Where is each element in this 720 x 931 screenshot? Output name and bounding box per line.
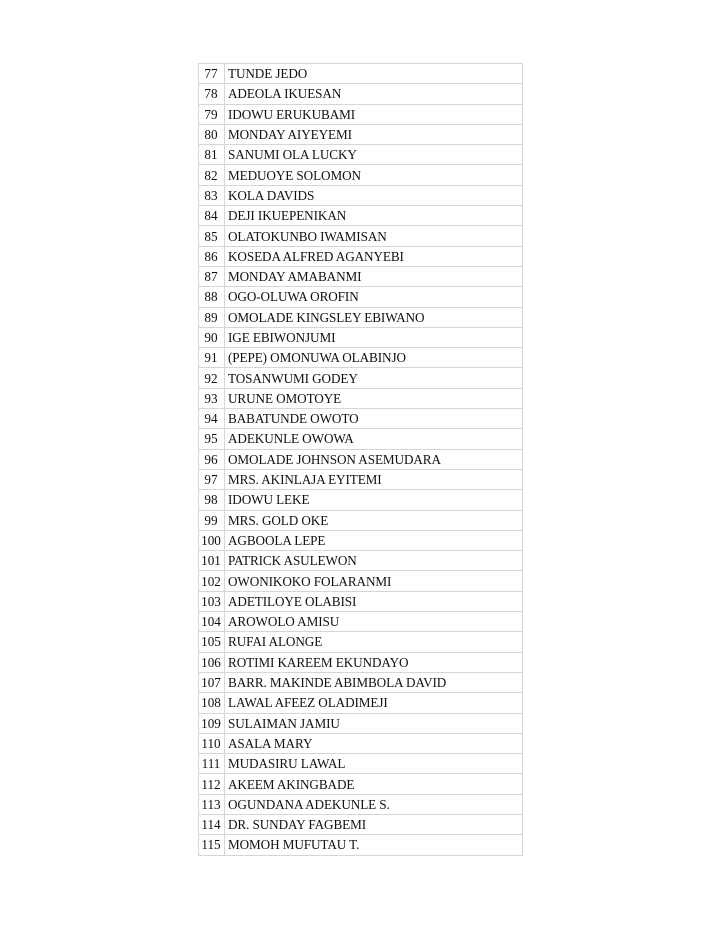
row-number: 103 xyxy=(199,591,225,611)
row-name: OGUNDANA ADEKUNLE S. xyxy=(225,794,523,814)
table-row xyxy=(199,449,523,469)
row-name: MRS. AKINLAJA EYITEMI xyxy=(225,469,523,489)
row-number: 78 xyxy=(199,84,225,104)
table-row xyxy=(199,327,523,347)
row-name: TOSANWUMI GODEY xyxy=(225,368,523,388)
table-row xyxy=(199,64,523,84)
row-number: 91 xyxy=(199,348,225,368)
table-row xyxy=(199,652,523,672)
row-name: SANUMI OLA LUCKY xyxy=(225,145,523,165)
row-number: 80 xyxy=(199,124,225,144)
row-name: MEDUOYE SOLOMON xyxy=(225,165,523,185)
row-name: RUFAI ALONGE xyxy=(225,632,523,652)
table-row xyxy=(199,794,523,814)
row-name: MUDASIRU LAWAL xyxy=(225,754,523,774)
table-row xyxy=(199,145,523,165)
row-number: 86 xyxy=(199,246,225,266)
row-name: OGO-OLUWA OROFIN xyxy=(225,287,523,307)
row-name: AKEEM AKINGBADE xyxy=(225,774,523,794)
row-number: 92 xyxy=(199,368,225,388)
table-row xyxy=(199,246,523,266)
row-name: OMOLADE JOHNSON ASEMUDARA xyxy=(225,449,523,469)
table-row xyxy=(199,388,523,408)
row-number: 101 xyxy=(199,551,225,571)
table-row xyxy=(199,754,523,774)
row-name: KOLA DAVIDS xyxy=(225,185,523,205)
row-number: 96 xyxy=(199,449,225,469)
row-number: 115 xyxy=(199,835,225,855)
row-number: 87 xyxy=(199,266,225,286)
row-number: 88 xyxy=(199,287,225,307)
table-row xyxy=(199,469,523,489)
row-name: ADEOLA IKUESAN xyxy=(225,84,523,104)
row-number: 85 xyxy=(199,226,225,246)
table-row xyxy=(199,84,523,104)
name-list-table xyxy=(198,63,523,856)
row-name: OWONIKOKO FOLARANMI xyxy=(225,571,523,591)
row-number: 99 xyxy=(199,510,225,530)
table-row xyxy=(199,612,523,632)
table-row xyxy=(199,266,523,286)
row-name: IGE EBIWONJUMI xyxy=(225,327,523,347)
table-row xyxy=(199,409,523,429)
table-row xyxy=(199,165,523,185)
row-number: 82 xyxy=(199,165,225,185)
row-number: 113 xyxy=(199,794,225,814)
row-name: DEJI IKUEPENIKAN xyxy=(225,206,523,226)
row-name: MONDAY AMABANMI xyxy=(225,266,523,286)
row-number: 112 xyxy=(199,774,225,794)
table-row xyxy=(199,124,523,144)
row-number: 97 xyxy=(199,469,225,489)
table-row xyxy=(199,733,523,753)
row-name: ROTIMI KAREEM EKUNDAYO xyxy=(225,652,523,672)
row-number: 98 xyxy=(199,490,225,510)
row-name: SULAIMAN JAMIU xyxy=(225,713,523,733)
row-number: 106 xyxy=(199,652,225,672)
row-number: 81 xyxy=(199,145,225,165)
row-name: LAWAL AFEEZ OLADIMEJI xyxy=(225,693,523,713)
table-row xyxy=(199,287,523,307)
row-name: (PEPE) OMONUWA OLABINJO xyxy=(225,348,523,368)
row-name: PATRICK ASULEWON xyxy=(225,551,523,571)
table-row xyxy=(199,693,523,713)
row-name: ADETILOYE OLABISI xyxy=(225,591,523,611)
row-name: OMOLADE KINGSLEY EBIWANO xyxy=(225,307,523,327)
row-number: 111 xyxy=(199,754,225,774)
row-name: BARR. MAKINDE ABIMBOLA DAVID xyxy=(225,672,523,692)
table-row xyxy=(199,206,523,226)
row-name: DR. SUNDAY FAGBEMI xyxy=(225,814,523,834)
row-name: ADEKUNLE OWOWA xyxy=(225,429,523,449)
table-row xyxy=(199,591,523,611)
row-name: MRS. GOLD OKE xyxy=(225,510,523,530)
name-list-body xyxy=(199,64,523,856)
row-number: 114 xyxy=(199,814,225,834)
row-name: BABATUNDE OWOTO xyxy=(225,409,523,429)
table-row xyxy=(199,104,523,124)
table-row xyxy=(199,510,523,530)
row-number: 108 xyxy=(199,693,225,713)
row-number: 94 xyxy=(199,409,225,429)
table-row xyxy=(199,632,523,652)
table-row xyxy=(199,348,523,368)
row-name: MONDAY AIYEYEMI xyxy=(225,124,523,144)
row-name: URUNE OMOTOYE xyxy=(225,388,523,408)
table-row xyxy=(199,814,523,834)
table-row xyxy=(199,226,523,246)
table-row xyxy=(199,185,523,205)
row-name: AROWOLO AMISU xyxy=(225,612,523,632)
row-number: 93 xyxy=(199,388,225,408)
table-row xyxy=(199,672,523,692)
row-number: 89 xyxy=(199,307,225,327)
row-number: 104 xyxy=(199,612,225,632)
row-number: 83 xyxy=(199,185,225,205)
table-row xyxy=(199,429,523,449)
row-number: 105 xyxy=(199,632,225,652)
table-row xyxy=(199,368,523,388)
row-name: IDOWU LEKE xyxy=(225,490,523,510)
table-row xyxy=(199,835,523,855)
row-name: MOMOH MUFUTAU T. xyxy=(225,835,523,855)
table-row xyxy=(199,571,523,591)
table-row xyxy=(199,713,523,733)
row-name: IDOWU ERUKUBAMI xyxy=(225,104,523,124)
table-row xyxy=(199,530,523,550)
table-row xyxy=(199,490,523,510)
row-number: 109 xyxy=(199,713,225,733)
row-name: ASALA MARY xyxy=(225,733,523,753)
row-name: KOSEDA ALFRED AGANYEBI xyxy=(225,246,523,266)
row-number: 107 xyxy=(199,672,225,692)
row-number: 79 xyxy=(199,104,225,124)
table-row xyxy=(199,774,523,794)
table-row xyxy=(199,551,523,571)
row-number: 95 xyxy=(199,429,225,449)
row-number: 102 xyxy=(199,571,225,591)
row-number: 84 xyxy=(199,206,225,226)
row-number: 110 xyxy=(199,733,225,753)
row-name: TUNDE JEDO xyxy=(225,64,523,84)
row-number: 77 xyxy=(199,64,225,84)
row-name: AGBOOLA LEPE xyxy=(225,530,523,550)
row-number: 100 xyxy=(199,530,225,550)
row-number: 90 xyxy=(199,327,225,347)
table-row xyxy=(199,307,523,327)
row-name: OLATOKUNBO IWAMISAN xyxy=(225,226,523,246)
